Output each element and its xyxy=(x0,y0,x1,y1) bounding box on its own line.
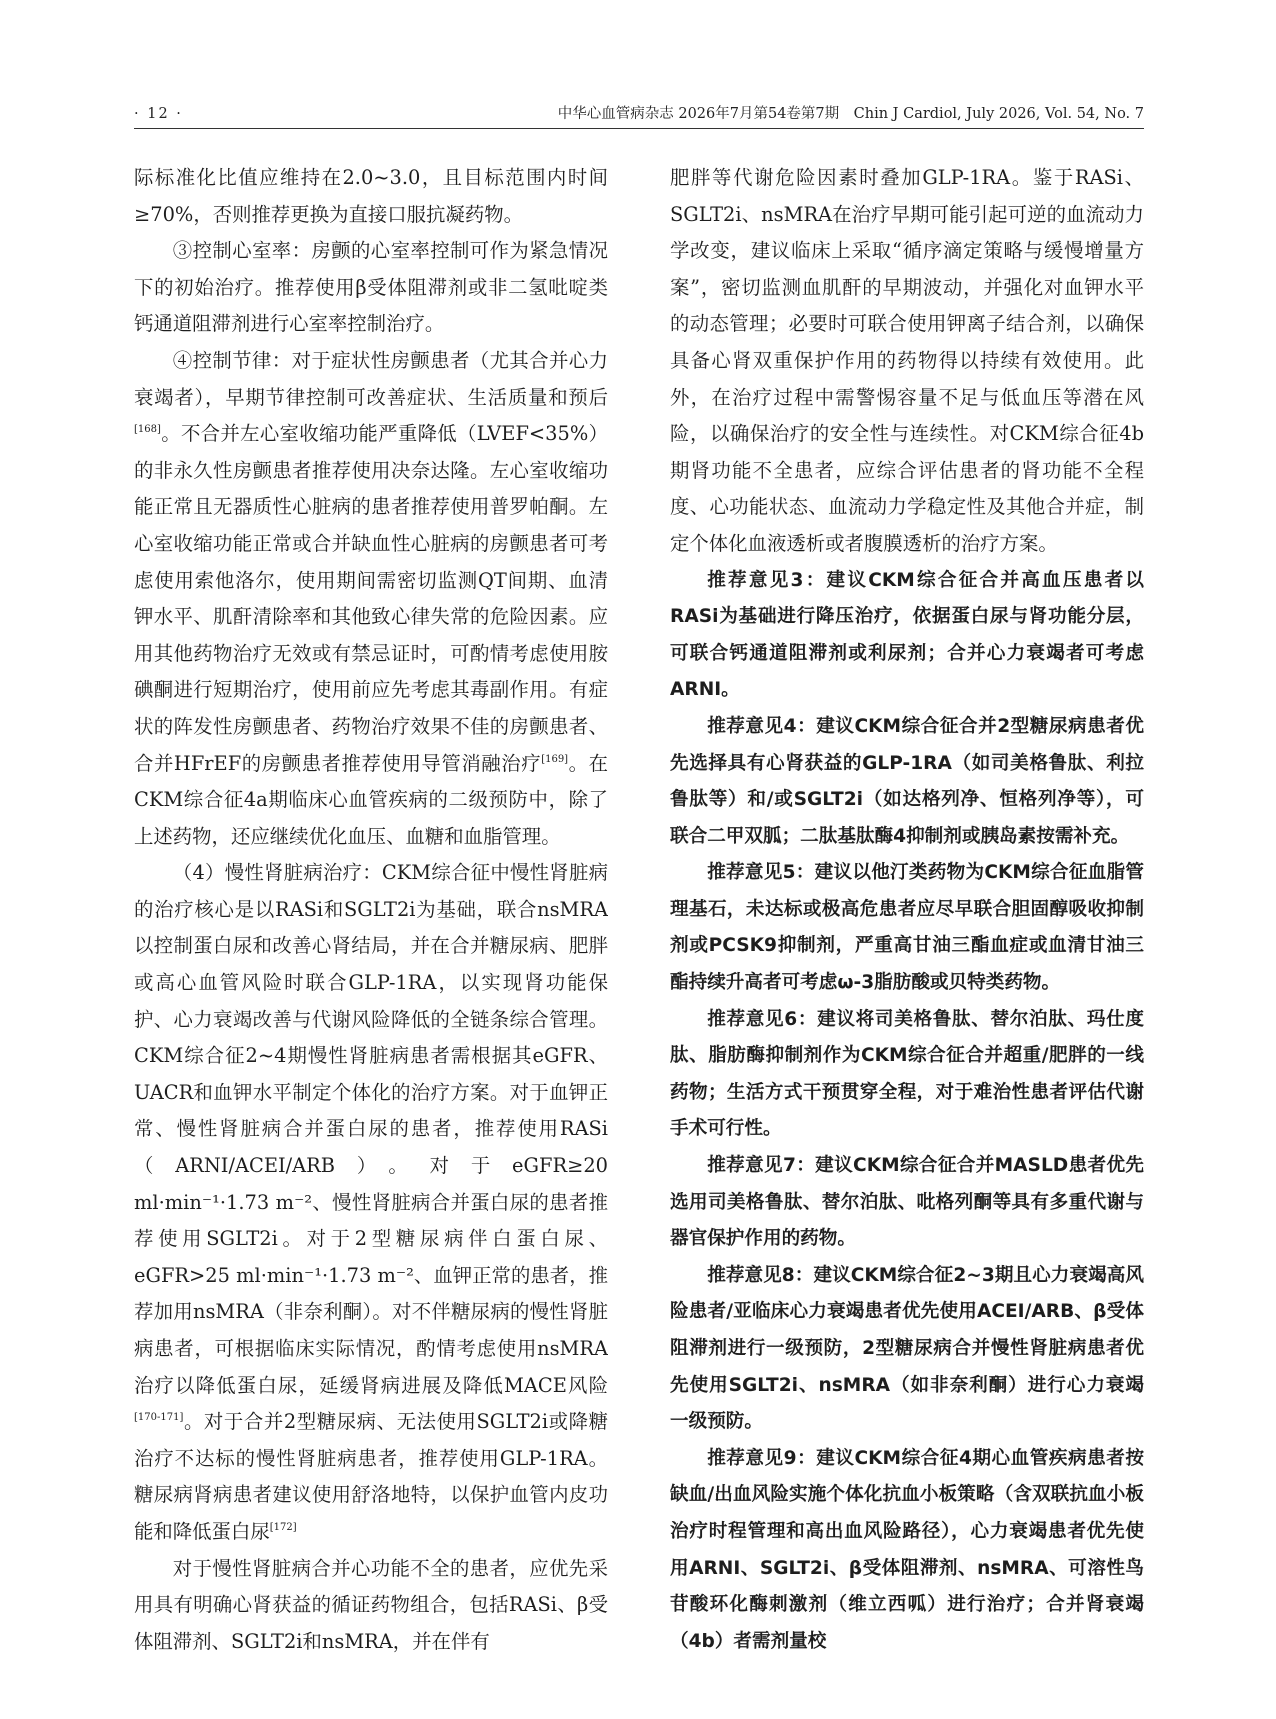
journal-citation: 中华心血管病杂志 2026年7月第54卷第7期 Chin J Cardiol, July 2026, Vol. 54, No. 7 xyxy=(557,106,1144,122)
paragraph-rhythm-control xyxy=(134,343,608,855)
paragraph-ckd-heart-failure: 对于慢性肾脏病合并心功能不全的患者，应优先采用具有明确心肾获益的循证药物组合，包括RASi、β受体阻滞剂、SGLT2i和nsMRA，并在伴有 xyxy=(134,1556,608,1653)
paragraph-rate-control: ③控制心室率：房颤的心室率控制可作为紧急情况下的初始治疗。推荐使用β受体阻滞剂或非二氢吡啶类钙通道阻滞剂进行心室率控制治疗。 xyxy=(134,239,608,336)
page-number: · 12 · xyxy=(134,106,183,122)
recommendation-6: 推荐意见6：建议将司美格鲁肽、替尔泊肽、玛仕度肽、脂肪酶抑制剂作为CKM综合征合并超重/肥胖的一线药物；生活方式干预贯穿全程，对于难治性患者评估代谢手术可行性。 xyxy=(670,1008,1144,1140)
recommendation-5: 推荐意见5：建议以他汀类药物为CKM综合征血脂管理基石，未达标或极高危患者应尽早联合胆固醇吸收抑制剂或PCSK9抑制剂，严重高甘油三酯血症或血清甘油三酯持续升高者可考虑ω-3脂肪酸或贝特类药物。 xyxy=(670,862,1144,994)
recommendation-3: 推荐意见3：建议CKM综合征合并高血压患者以RASi为基础进行降压治疗，依据蛋白尿与肾功能分层，可联合钙通道阻滞剂或利尿剂；合并心力衰竭者可考虑ARNI。 xyxy=(670,569,1144,701)
reference-170-171: [170-171] xyxy=(134,1412,184,1424)
rhythm-text-2: 。不合并左心室收缩功能严重降低（LVEF<35%）的非永久性房颤患者推荐使用决奈达隆。左心室收缩功能正常且无器质性心脏病的患者推荐使用普罗帕酮。左心室收缩功能正常或合并缺血性心脏病的房颤患者可考虑使用索他洛尔，使用期间需密切监测QT间期、血清钾水平、肌酐清除率和其他致心律失常的危险因素。应用其他药物治疗无效或有禁忌证时，可酌情考虑使用胺碘酮进行短期治疗，使用前应先考虑其毒副作用。有症状的阵发性房颤患者、药物治疗效果不佳的房颤患者、合并HFrEF的房颤患者推荐使用导管消融治疗 xyxy=(134,422,608,775)
reference-168: [168] xyxy=(134,424,161,436)
recommendation-7: 推荐意见7：建议CKM综合征合并MASLD患者优先选用司美格鲁肽、替尔泊肽、吡格列酮等具有多重代谢与器官保护作用的药物。 xyxy=(670,1155,1144,1250)
reference-169: [169] xyxy=(541,753,569,765)
ckd-text-1: （4）慢性肾脏病治疗：CKM综合征中慢性肾脏病的治疗核心是以RASi和SGLT2i为基础，联合nsMRA以控制蛋白尿和改善心肾结局，并在合并糖尿病、肥胖或高心血管风险时联合GLP-1RA，以实现肾功能保护、心力衰竭改善与代谢风险降低的全链条综合管理。CKM综合征2~4期慢性肾脏病患者需根据其eGFR、UACR和血钾水平制定个体化的治疗方案。对于血钾正常、慢性肾脏病合并蛋白尿的患者，推荐使用RASi（ARNI/ACEI/ARB）。对于eGFR≥20 ml·min⁻¹·1.73 m⁻²、慢性肾脏病合并蛋白尿的患者推荐使用SGLT2i。对于2型糖尿病伴白蛋白尿、eGFR>25 ml·min⁻¹·1.73 m⁻²、血钾正常的患者，推荐加用nsMRA（非奈利酮）。对不伴糖尿病的慢性肾脏病患者，可根据临床实际情况，酌情考虑使用nsMRA治疗以降低蛋白尿，延缓肾病进展及降低MACE风险 xyxy=(134,861,608,1397)
left-column xyxy=(134,160,608,1690)
paragraph-ckd-treatment xyxy=(134,855,608,1550)
right-column xyxy=(670,160,1144,1690)
reference-172: [172] xyxy=(269,1521,297,1533)
rhythm-text-1: ④控制节律：对于症状性房颤患者（尤其合并心力衰竭者），早期节律控制可改善症状、生活质量和预后 xyxy=(134,348,608,409)
running-header xyxy=(134,100,1144,128)
ckd-text-2: 。对于合并2型糖尿病、无法使用SGLT2i或降糖治疗不达标的慢性肾脏病患者，推荐使用GLP-1RA。糖尿病肾病患者建议使用舒洛地特，以保护血管内皮功能和降低蛋白尿 xyxy=(134,1410,608,1543)
recommendation-8: 推荐意见8：建议CKM综合征2~3期且心力衰竭高风险患者/亚临床心力衰竭患者优先使用ACEI/ARB、β受体阻滞剂进行一级预防，2型糖尿病合并慢性肾脏病患者优先使用SGLT2i、nsMRA（如非奈利酮）进行心力衰竭一级预防。 xyxy=(670,1264,1144,1433)
recommendation-4: 推荐意见4：建议CKM综合征合并2型糖尿病患者优先选择具有心肾获益的GLP-1RA（如司美格鲁肽、利拉鲁肽等）和/或SGLT2i（如达格列净、恒格列净等），可联合二甲双胍；二肽基肽酶4抑制剂或胰岛素按需补充。 xyxy=(670,715,1144,847)
rhythm-text-3: 。在CKM综合征4a期临床心血管疾病的二级预防中，除了上述药物，还应继续优化血压、血糖和血脂管理。 xyxy=(134,751,608,848)
header-rule xyxy=(134,128,1144,129)
paragraph-inr-target: 际标准化比值应维持在2.0~3.0，且目标范围内时间≥70%，否则推荐更换为直接口服抗凝药物。 xyxy=(134,166,608,226)
recommendation-9: 推荐意见9：建议CKM综合征4期心血管疾病患者按缺血/出血风险实施个体化抗血小板策略（含双联抗血小板治疗时程管理和高出血风险路径），心力衰竭患者优先使用ARNI、SGLT2i、β受体阻滞剂、nsMRA、可溶性鸟苷酸环化酶刺激剂（维立西呱）进行治疗；合并肾衰竭（4b）者需剂量校 xyxy=(670,1447,1144,1652)
paragraph-hemodynamics: 肥胖等代谢危险因素时叠加GLP-1RA。鉴于RASi、SGLT2i、nsMRA在治疗早期可能引起可逆的血流动力学改变，建议临床上采取“循序滴定策略与缓慢增量方案”，密切监测血肌酐的早期波动，并强化对血钾水平的动态管理；必要时可联合使用钾离子结合剂，以确保具备心肾双重保护作用的药物得以持续有效使用。此外，在治疗过程中需警惕容量不足与低血压等潜在风险，以确保治疗的安全性与连续性。对CKM综合征4b期肾功能不全患者，应综合评估患者的肾功能不全程度、心功能状态、血流动力学稳定性及其他合并症，制定个体化血液透析或者腹膜透析的治疗方案。 xyxy=(670,166,1144,555)
